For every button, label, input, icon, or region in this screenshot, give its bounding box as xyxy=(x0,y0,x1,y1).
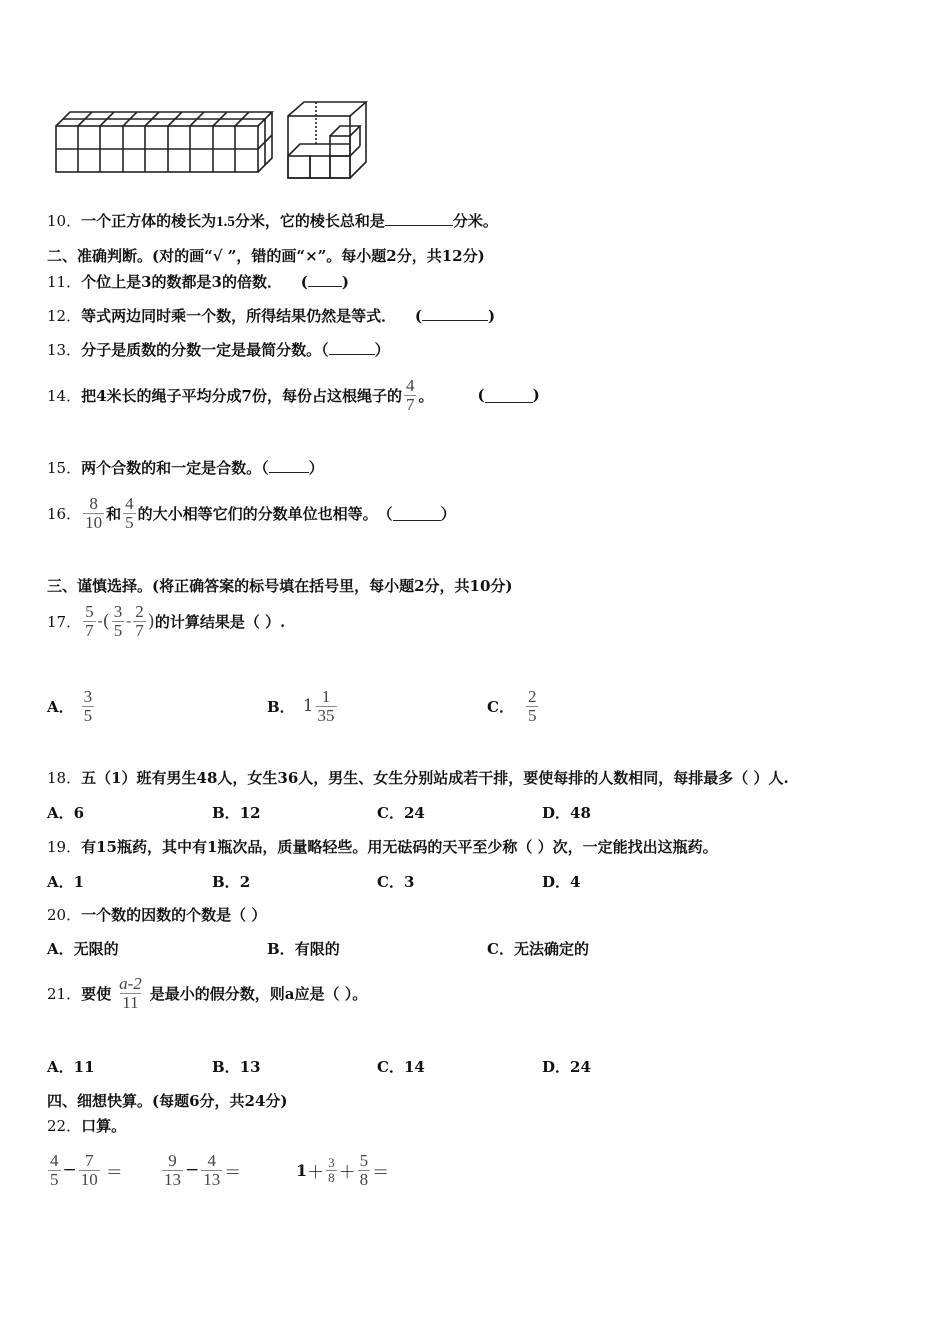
section-2-title: 二、准确判断。(对的画“√ ”，错的画“×”。每小题2分，共12分) xyxy=(47,247,485,265)
q22-e2-operator: − xyxy=(185,1160,200,1180)
q17-f3-numerator: 2 xyxy=(135,601,144,621)
question-10 xyxy=(47,210,498,231)
q16-f2-numerator: 4 xyxy=(125,493,134,513)
q20-option-c[interactable]: C．无法确定的 xyxy=(487,940,589,958)
q22-e3-fraction-a xyxy=(326,1156,337,1184)
question-22 xyxy=(47,1115,126,1136)
q18-option-c[interactable]: C．24 xyxy=(377,804,425,822)
q21-option-b[interactable]: B．13 xyxy=(212,1058,261,1076)
question-16 xyxy=(47,490,456,536)
q19-option-a[interactable]: A．1 xyxy=(47,873,85,891)
q17-option-b-whole: 1 xyxy=(302,696,314,716)
q12-text: 等式两边同时乘一个数，所得结果仍然是等式． xyxy=(81,307,397,325)
question-21 xyxy=(47,970,367,1016)
q17-option-a-denominator: 5 xyxy=(83,705,93,725)
q18-option-d[interactable]: D．48 xyxy=(542,804,591,822)
q17-option-b-label: B． xyxy=(267,697,295,716)
q21-text-a: 要使 xyxy=(81,984,112,1003)
q17-option-b-fraction xyxy=(316,688,337,725)
q22-expression-2 xyxy=(160,1146,241,1194)
q17-left-paren: ( xyxy=(102,610,110,632)
q20-option-a[interactable]: A．无限的 xyxy=(47,940,119,958)
q22-e2-a-numerator: 9 xyxy=(168,1150,177,1170)
question-14 xyxy=(47,372,540,418)
q19-option-c[interactable]: C．3 xyxy=(377,873,415,891)
q13-answer-blank[interactable] xyxy=(329,340,375,355)
q17-option-b[interactable] xyxy=(267,683,339,729)
q16-f2-denominator: 5 xyxy=(125,512,134,532)
q17-fraction-1 xyxy=(83,603,96,640)
q17-minus-2: - xyxy=(126,612,132,630)
q12-paren-open: ( xyxy=(414,307,422,325)
q12-paren-close: ) xyxy=(488,307,496,325)
q18-option-b[interactable]: B．12 xyxy=(212,804,261,822)
q10-value: 1.5 xyxy=(216,214,235,230)
question-11 xyxy=(47,271,349,292)
q17-text: 的计算结果是（ ）. xyxy=(154,612,286,631)
q16-text: 的大小相等它们的分数单位也相等。 xyxy=(137,504,378,523)
question-18 xyxy=(47,767,789,788)
q20-text: 一个数的因数的个数是（ ） xyxy=(81,906,267,924)
q17-right-paren: ) xyxy=(147,610,155,632)
q22-e3-a-denominator: 8 xyxy=(328,1169,335,1185)
q11-paren-close: ) xyxy=(341,273,349,291)
q10-text-a: 一个正方体的棱长为 xyxy=(81,212,217,230)
q17-option-c-fraction xyxy=(526,688,539,725)
q15-paren-open: （ xyxy=(261,459,269,477)
q12-number: 12． xyxy=(47,307,82,325)
q12-answer-blank[interactable] xyxy=(422,306,488,321)
q17-f1-numerator: 5 xyxy=(85,601,94,621)
q14-paren-open: ( xyxy=(477,386,485,404)
q22-expression-1 xyxy=(46,1146,123,1194)
q10-text-b: 分米，它的棱长总和是 xyxy=(234,212,385,230)
q16-and: 和 xyxy=(106,504,122,523)
q17-number: 17． xyxy=(47,612,82,631)
cube-stacks-figure xyxy=(50,98,380,182)
q22-e3-equals: ＝ xyxy=(372,1162,390,1183)
q17-option-c[interactable] xyxy=(487,683,540,729)
q21-option-d[interactable]: D．24 xyxy=(542,1058,591,1076)
q18-text: 五（1）班有男生48人，女生36人，男生、女生分别站成若干排，要使每排的人数相同，每排最多（ ）人. xyxy=(81,769,789,787)
q16-f1-numerator: 8 xyxy=(89,493,98,513)
q10-text-c: 分米。 xyxy=(452,212,498,230)
q19-number: 19． xyxy=(47,838,82,856)
q11-number: 11． xyxy=(47,273,82,291)
q21-number: 21． xyxy=(47,984,82,1003)
q11-paren-open: ( xyxy=(300,273,308,291)
q22-e1-b-denominator: 10 xyxy=(80,1169,98,1189)
q11-text: 个位上是3的数都是3的倍数． xyxy=(81,273,282,291)
q22-expression-3 xyxy=(296,1146,389,1194)
question-20 xyxy=(47,904,266,925)
q15-number: 15． xyxy=(47,459,82,477)
q22-text: 口算。 xyxy=(81,1117,127,1135)
q22-number: 22． xyxy=(47,1117,82,1135)
q17-fraction-3 xyxy=(133,603,146,640)
q22-e3-plus-2: ＋ xyxy=(338,1162,356,1183)
q21-frac-denominator: 11 xyxy=(122,992,139,1012)
q17-option-c-label: C． xyxy=(487,697,514,716)
q22-e3-fraction-b xyxy=(358,1152,371,1189)
q16-f1-denominator: 10 xyxy=(85,512,103,532)
q17-minus-1: - xyxy=(97,612,103,630)
q16-answer-blank[interactable] xyxy=(393,506,441,521)
q15-answer-blank[interactable] xyxy=(269,458,309,473)
q13-paren-open: （ xyxy=(321,341,329,359)
q17-f1-denominator: 7 xyxy=(85,620,94,640)
q17-f3-denominator: 7 xyxy=(135,620,144,640)
q22-e2-b-numerator: 4 xyxy=(207,1150,216,1170)
q13-paren-close: ） xyxy=(374,341,390,359)
q22-e1-equals: ＝ xyxy=(105,1162,123,1183)
q17-option-c-denominator: 5 xyxy=(527,705,537,725)
q22-e3-b-numerator: 5 xyxy=(359,1150,369,1170)
q10-answer-blank[interactable] xyxy=(385,211,453,226)
q17-option-b-denominator: 35 xyxy=(317,705,335,725)
q14-text-a: 把4米长的绳子平均分成7份，每份占这根绳子的 xyxy=(81,386,402,405)
q16-paren-close: ） xyxy=(440,504,456,523)
q17-option-a-fraction xyxy=(82,688,95,725)
question-13 xyxy=(47,339,390,360)
q14-answer-blank[interactable] xyxy=(485,388,533,403)
q22-e1-fraction-b xyxy=(79,1152,100,1189)
q21-frac-numerator: a-2 xyxy=(119,973,142,993)
q17-option-c-numerator: 2 xyxy=(527,686,537,706)
q22-e3-plus-1: ＋ xyxy=(307,1162,325,1183)
q10-number: 10． xyxy=(47,212,82,230)
q18-number: 18． xyxy=(47,769,82,787)
q17-f2-numerator: 3 xyxy=(113,601,123,621)
q15-paren-close: ） xyxy=(308,459,324,477)
q19-option-b[interactable]: B．2 xyxy=(212,873,251,891)
q17-option-b-numerator: 1 xyxy=(321,686,331,706)
q22-e2-fraction-b xyxy=(201,1152,222,1189)
q17-option-a-label: A． xyxy=(47,697,74,716)
q22-e2-b-denominator: 13 xyxy=(203,1169,221,1189)
q16-fraction-1 xyxy=(83,495,104,532)
q21-option-a[interactable]: A．11 xyxy=(47,1058,95,1076)
q14-frac-denominator: 7 xyxy=(405,394,415,414)
question-15 xyxy=(47,457,324,478)
q14-paren-close: ) xyxy=(532,386,540,404)
q22-e3-a-numerator: 3 xyxy=(328,1154,335,1170)
question-12 xyxy=(47,305,495,326)
q14-text-b: 。 xyxy=(418,386,434,405)
q21-option-c[interactable]: C．14 xyxy=(377,1058,425,1076)
q22-e1-operator: − xyxy=(62,1160,77,1180)
q22-e2-fraction-a xyxy=(162,1152,183,1189)
section-4-title: 四、细想快算。(每题6分，共24分) xyxy=(47,1092,288,1110)
q19-option-d[interactable]: D．4 xyxy=(542,873,581,891)
q16-paren-open: （ xyxy=(377,504,393,523)
q21-fraction xyxy=(117,975,144,1012)
q22-e3-b-denominator: 8 xyxy=(359,1169,369,1189)
q17-fraction-2 xyxy=(112,603,125,640)
q20-option-b[interactable]: B．有限的 xyxy=(267,940,340,958)
q22-e3-whole: 1 xyxy=(296,1160,308,1180)
q22-e2-equals: ＝ xyxy=(224,1162,242,1183)
q17-option-a-numerator: 3 xyxy=(83,686,93,706)
q14-frac-numerator: 4 xyxy=(405,375,415,395)
q22-e2-a-denominator: 13 xyxy=(164,1169,181,1189)
q14-fraction xyxy=(404,377,417,414)
q22-e1-b-numerator: 7 xyxy=(85,1150,94,1170)
q22-e1-fraction-a xyxy=(48,1152,61,1189)
q22-e1-a-denominator: 5 xyxy=(50,1169,59,1189)
q11-answer-blank[interactable] xyxy=(308,272,342,287)
q14-number: 14． xyxy=(47,386,82,405)
question-17 xyxy=(47,598,285,644)
q21-text-b: 是最小的假分数，则a应是（ ）。 xyxy=(149,984,368,1003)
q20-number: 20． xyxy=(47,906,82,924)
q16-fraction-2 xyxy=(123,495,136,532)
section-3-title: 三、谨慎选择。(将正确答案的标号填在括号里，每小题2分，共10分) xyxy=(47,577,513,595)
q13-number: 13． xyxy=(47,341,82,359)
q17-f2-denominator: 5 xyxy=(113,620,123,640)
q13-text: 分子是质数的分数一定是最简分数。 xyxy=(81,341,322,359)
q16-number: 16． xyxy=(47,504,82,523)
q19-text: 有15瓶药，其中有1瓶次品，质量略轻些。用无砝码的天平至少称（ ）次，一定能找出这瓶药。 xyxy=(81,838,718,856)
question-19 xyxy=(47,836,718,857)
q18-option-a[interactable]: A．6 xyxy=(47,804,85,822)
q17-option-a[interactable] xyxy=(47,683,96,729)
q22-e1-a-numerator: 4 xyxy=(50,1150,59,1170)
q15-text: 两个合数的和一定是合数。 xyxy=(81,459,262,477)
